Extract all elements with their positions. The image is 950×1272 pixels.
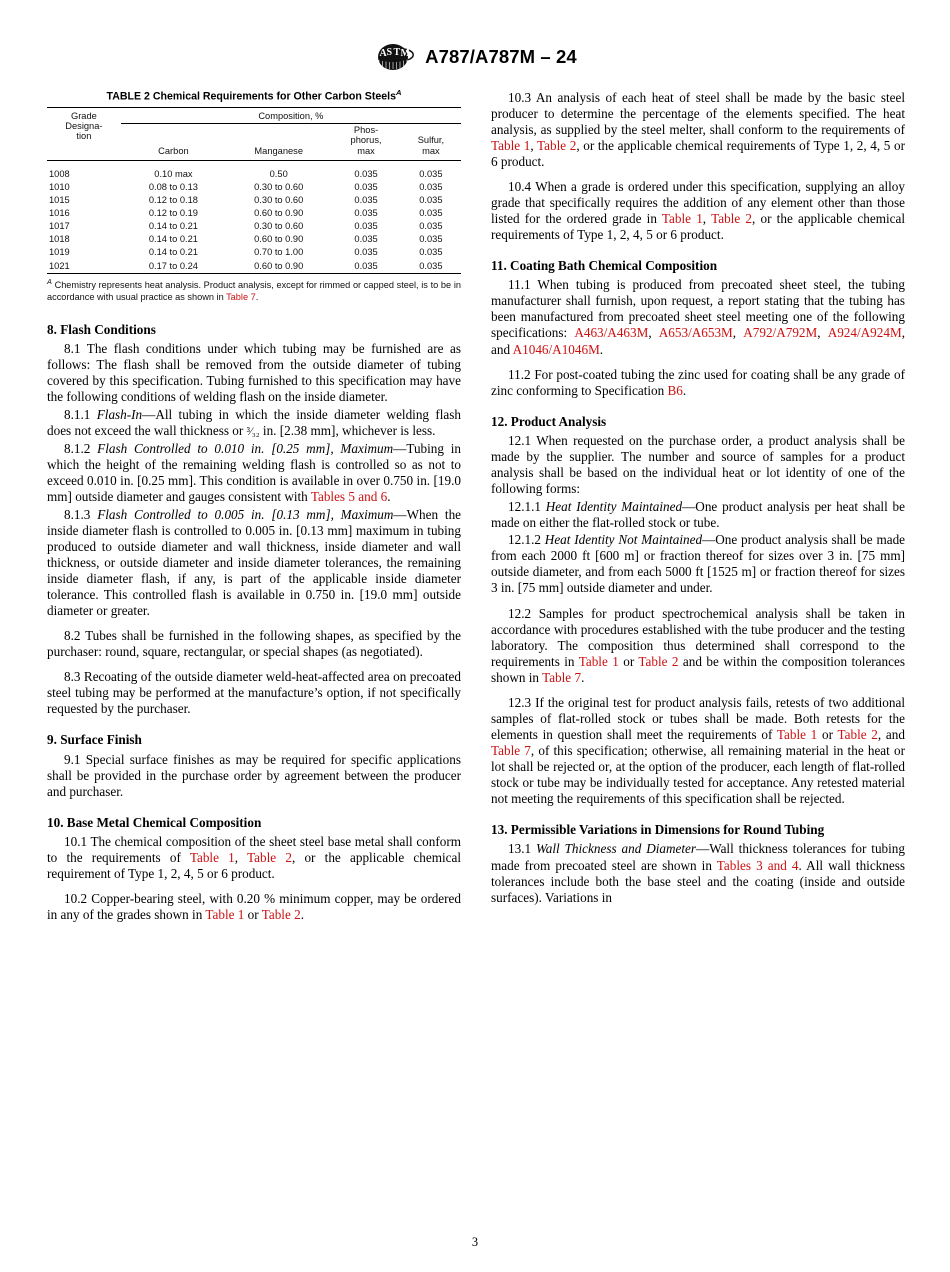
para-11-2-text-b: . (682, 382, 687, 398)
table2-cell-manganese: 0.50 (269, 168, 288, 179)
table-row (47, 247, 461, 260)
para-11-1-ref-a792[interactable]: A792/A792M (743, 325, 818, 341)
grade-header-line2: Designa- (65, 120, 103, 131)
paragraph-12-2 (491, 597, 905, 686)
table2-cell-sulfur: 0.035 (419, 195, 443, 206)
para-10-4-ref-table2[interactable]: Table 2 (711, 210, 752, 226)
page-number: 3 (471, 1235, 479, 1249)
table2-cell-carbon: 0.08 to 0.13 (148, 182, 198, 193)
table-row (47, 234, 461, 247)
table2-col-manganese: Manganese (254, 145, 303, 156)
grade-header-line3: tion (76, 130, 92, 141)
para-8-1-1-tail: in. [2.38 mm], whichever is less. (259, 422, 436, 438)
table2-cell-manganese: 0.70 to 1.00 (254, 247, 304, 258)
table2-body (47, 160, 461, 273)
paragraph-8-1: 8.1 The flash conditions under which tubing may be furnished are as follows: The flash shall be removed from the outside diameter of tubing covered by this specification. Tubing furnished to this specification may have the following conditions of welding flash on the inside diameter. (47, 341, 461, 405)
para-10-4-ref-table1[interactable]: Table 1 (661, 210, 703, 226)
para-12-2-ref-table1[interactable]: Table 1 (578, 653, 619, 669)
para-12-1-2-number: 12.1.2 (508, 532, 545, 548)
table2-cell-carbon: 0.10 max (154, 168, 193, 179)
table-row (47, 260, 461, 274)
table2-col-sulfur (401, 124, 461, 160)
section-8-heading: 8. Flash Conditions (47, 321, 156, 337)
para-10-1-text-a: 10.1 The chemical composition of the sheet steel base metal shall conform to the requirements of (47, 834, 461, 866)
para-10-1-ref-table2[interactable]: Table 2 (247, 850, 292, 866)
para-12-2-text-d: . (581, 669, 585, 685)
paragraph-8-2: 8.2 Tubes shall be furnished in the following shapes, as specified by the purchaser: round, square, rectangular, or special shapes (as negotiated). (47, 627, 461, 659)
sulfur-line1: Sulfur, (417, 135, 445, 146)
paragraph-12-1: 12.1 When requested on the purchase order, a product analysis shall be made by the supplier. The number and source of samples for a product analysis shall be based on the individual heat or lot identity of one of the following forms: (491, 433, 905, 497)
table2-cell-manganese: 0.30 to 0.60 (254, 182, 304, 193)
svg-text:A: A (379, 48, 387, 59)
para-10-4-text-c: , or the applicable chemical requirements of Type 1, 2, 4, 5 or 6 product. (491, 210, 905, 242)
para-12-3-text-a: 12.3 If the original test for product analysis fails, retests of two additional samples of flat-rolled stock or tubes shall be made. Both retests for the elements in question shall meet the requirements of (491, 694, 905, 742)
table2-head (47, 107, 461, 160)
table2-cell-carbon: 0.14 to 0.21 (148, 221, 198, 232)
para-10-3-ref-table2[interactable]: Table 2 (537, 137, 577, 153)
para-12-2-text-a: 12.2 Samples for product spectrochemical analysis shall be taken in accordance with procedures established with the tube producer and the testing laboratory. The composition thus determined shall correspond to the requirements in (491, 605, 905, 669)
para-12-1-1-text: —One product analysis per heat shall be made on either the flat-rolled stock or tube. (491, 498, 906, 530)
para-11-1-ref-a653[interactable]: A653/A653M (658, 325, 733, 341)
para-11-1-text-d: , (817, 325, 828, 341)
para-12-3-text-d: , of this specification; otherwise, all remaining material in the heat or lot shall be rejected or, at the option of the producer, each length of flat-rolled stock or tube may be individually tested for acceptance. Any retested material not meeting the requirements of this specification shall be rejected. (491, 742, 905, 806)
para-10-3-text-c: , or the applicable chemical requirements of Type 1, 2, 4, 5 or 6 product. (491, 137, 906, 169)
para-11-1-text-e: , and (491, 325, 905, 357)
table2-cell-grade: 1021 (49, 260, 70, 271)
paragraph-13-1 (491, 840, 905, 906)
paragraph-9-1: 9.1 Special surface finishes as may be required for specific applications shall be provided in the purchase order by agreement between the producer and purchaser. (47, 751, 461, 799)
paragraph-12-1-1 (491, 497, 905, 531)
para-8-1-3-number: 8.1.3 (64, 506, 98, 522)
table2-cell-phosphorus: 0.035 (354, 260, 378, 271)
table2-cell-grade: 1015 (49, 195, 70, 206)
para-12-1-1-term: Heat Identity Maintained (545, 498, 683, 514)
table2-grade-header-cell (47, 108, 121, 160)
para-13-1-term: Wall Thickness and Diameter (535, 841, 696, 857)
para-8-1-2-number: 8.1.2 (64, 440, 98, 456)
table-row (47, 181, 461, 194)
paragraph-8-1-3 (47, 505, 461, 619)
phosphorus-line1: Phos- (353, 124, 379, 135)
para-12-1-2-text: —One product analysis shall be made from each 2000 ft [600 m] or fraction thereof for sizes over 3 in. [75 mm] outside diameter, and from each 5000 ft [1525 m] or fraction thereof for sizes 3 in. [75 mm] outside diameter and under. (491, 532, 906, 596)
table2-cell-manganese: 0.30 to 0.60 (254, 221, 304, 232)
table2-cell-manganese: 0.60 to 0.90 (254, 234, 304, 245)
astm-logo (373, 42, 415, 72)
sulfur-line2: max (422, 145, 440, 156)
table2-cell-phosphorus: 0.035 (354, 182, 378, 193)
para-10-4-text-b: , (702, 210, 712, 226)
para-10-2-ref-table1[interactable]: Table 1 (205, 907, 245, 923)
para-12-2-text-c: and be within the composition tolerances shown in (491, 653, 905, 685)
para-11-1-text-c: , (732, 325, 744, 341)
para-8-1-2-term: Flash Controlled to 0.010 in. [0.25 mm], Maximum (97, 440, 394, 456)
para-12-1-2-term: Heat Identity Not Maintained (544, 532, 703, 548)
section-10-heading: 10. Base Metal Chemical Composition (47, 814, 262, 830)
table-row (47, 208, 461, 221)
table-row (47, 195, 461, 208)
para-10-2-text-a: 10.2 Copper-bearing steel, with 0.20 % minimum copper, may be ordered in any of the grades shown in (47, 891, 461, 923)
para-13-1-number: 13.1 (508, 841, 536, 857)
table2-cell-grade: 1018 (49, 234, 70, 245)
table2-cell-carbon: 0.17 to 0.24 (148, 260, 198, 271)
table2-footnote-text-1: Chemistry represents heat analysis. Product analysis, except for rimmed or capped steel, is to be in accordance with usual practice as shown in (47, 280, 461, 302)
paragraph-8-1-1 (47, 405, 461, 439)
table2-title-text: TABLE 2 Chemical Requirements for Other Carbon Steels (106, 90, 396, 103)
table2-footnote (47, 274, 461, 304)
table2-cell-phosphorus: 0.035 (354, 247, 378, 258)
para-13-1-text-b: . All wall thickness tolerances include both the base steel and the coating (inside and outside surfaces). Variations in (491, 857, 905, 905)
table2-cell-sulfur: 0.035 (419, 168, 443, 179)
svg-text:M: M (400, 48, 411, 59)
paragraph-10-1 (47, 833, 461, 883)
para-8-1-2-text: —Tubing in which the height of the remaining welding flash is controlled so as not to exceed 0.010 in. [0.25 mm]. This condition is available in over 0.750 in. [19.0 mm] outside diameter and gauges consistent with (47, 440, 462, 505)
table2-footnote-ref-table7[interactable]: Table 7 (226, 291, 256, 302)
para-8-1-3-term: Flash Controlled to 0.005 in. [0.13 mm], Maximum (97, 506, 394, 522)
para-10-1-text-b: , (234, 850, 248, 866)
paragraph-8-3: 8.3 Recoating of the outside diameter weld-heat-affected area on precoated steel tubing may be performed at the manufacture’s option, if not specifically requested by the purchaser. (47, 668, 461, 716)
table2-cell-phosphorus: 0.035 (354, 168, 378, 179)
paragraph-10-4 (491, 170, 905, 243)
para-11-2-text-a: 11.2 For post-coated tubing the zinc used for coating shall be any grade of zinc conforming to Specification (491, 366, 905, 398)
table2-cell-sulfur: 0.035 (419, 221, 443, 232)
section-9-heading: 9. Surface Finish (47, 731, 142, 747)
para-8-1-1-term: Flash-In (96, 406, 143, 422)
para-10-4-text-a: 10.4 When a grade is ordered under this specification, supplying an alloy grade that specifically requires the addition of any element other than those listed for the ordered grade in (491, 178, 905, 226)
table2-cell-phosphorus: 0.035 (354, 195, 378, 206)
para-11-2-ref-b6[interactable]: B6 (667, 382, 683, 398)
para-8-1-1-fraction: ³⁄₃₂ (246, 425, 260, 438)
table2-cell-grade: 1017 (49, 221, 70, 232)
table2-cell-manganese: 0.60 to 0.90 (254, 208, 304, 219)
table2-cell-grade: 1010 (49, 182, 70, 193)
right-column (491, 88, 905, 923)
table2-title (47, 88, 461, 107)
table2-cell-phosphorus: 0.035 (354, 234, 378, 245)
table2-cell-carbon: 0.14 to 0.21 (148, 247, 198, 258)
table-row (47, 160, 461, 181)
table2-composition-group-label: Composition, % (258, 110, 324, 121)
para-12-1-1-number: 12.1.1 (508, 498, 546, 514)
grade-header-line1: Grade (70, 110, 97, 121)
phosphorus-line2: phorus, (350, 135, 382, 146)
table2-cell-carbon: 0.12 to 0.19 (148, 208, 198, 219)
table2-footnote-marker: A (47, 277, 52, 287)
table2-cell-sulfur: 0.035 (419, 247, 443, 258)
para-12-3-ref-table7[interactable]: Table 7 (491, 742, 531, 758)
para-8-1-1-text: —All tubing in which the inside diameter welding flash does not exceed the wall thickness or (47, 406, 462, 438)
para-10-3-text-a: 10.3 An analysis of each heat of steel shall be made by the basic steel producer to determine the percentage of the elements specified. The heat analysis, as supplied by the steel melter, shall conform to the requirements of (491, 89, 905, 137)
para-12-3-ref-table1[interactable]: Table 1 (776, 726, 818, 742)
para-10-2-text-c: . (300, 907, 304, 923)
table2-cell-carbon: 0.12 to 0.18 (148, 195, 198, 206)
para-10-1-text-c: , or the applicable chemical requirement of Type 1, 2, 4, 5 or 6 product. (47, 850, 461, 882)
table2-chemical-requirements (47, 107, 461, 274)
document-header-title: A787/A787M – 24 (425, 46, 577, 67)
para-11-1-text-f: . (599, 341, 604, 357)
table2-cell-grade: 1016 (49, 208, 70, 219)
table2-cell-grade: 1008 (49, 168, 70, 179)
table2-title-footnote-marker: A (395, 88, 402, 97)
table2-cell-sulfur: 0.035 (419, 260, 443, 271)
paragraph-11-1 (491, 276, 905, 358)
para-10-2-text-b: or (244, 907, 262, 923)
para-12-2-text-b: or (618, 653, 639, 669)
svg-text:T: T (393, 47, 401, 58)
para-10-3-text-b: , (530, 137, 538, 153)
table2-col-carbon: Carbon (158, 145, 189, 156)
paragraph-10-2 (47, 882, 461, 923)
left-column (47, 88, 461, 923)
table2-cell-carbon: 0.14 to 0.21 (148, 234, 198, 245)
para-11-1-ref-a924[interactable]: A924/A924M (827, 325, 902, 341)
para-8-1-2-tail: . (387, 489, 391, 505)
section-13-heading: 13. Permissible Variations in Dimensions for Round Tubing (491, 821, 825, 837)
table2-footnote-text-2: . (255, 291, 259, 302)
table2-col-phosphorus (331, 124, 400, 160)
table2-cell-sulfur: 0.035 (419, 208, 443, 219)
para-12-3-text-b: or (817, 726, 838, 742)
paragraph-11-2 (491, 358, 905, 399)
para-11-1-ref-a1046[interactable]: A1046/A1046M (512, 341, 600, 357)
table2-cell-grade: 1019 (49, 247, 70, 258)
para-8-1-1-number: 8.1.1 (64, 406, 97, 422)
para-10-3-ref-table1[interactable]: Table 1 (491, 137, 531, 153)
two-column-layout (47, 88, 905, 923)
table2-cell-phosphorus: 0.035 (354, 208, 378, 219)
para-12-3-ref-table2[interactable]: Table 2 (837, 726, 878, 742)
table2-cell-phosphorus: 0.035 (354, 221, 378, 232)
table2-cell-manganese: 0.60 to 0.90 (254, 260, 304, 271)
phosphorus-line3: max (357, 145, 375, 156)
svg-text:S: S (386, 47, 393, 58)
section-12-heading: 12. Product Analysis (491, 413, 607, 429)
para-11-1-ref-a463[interactable]: A463/A463M (574, 325, 649, 341)
para-8-1-3-text: —When the inside diameter flash is controlled to 0.005 in. [0.13 mm] maximum in tubing produced to outside diameter and wall thickness, inside diameter and wall thickness, or outside diameter and inside diameter tolerances, the remaining inside diameter flash, if any, is part of the applicable inside diameter tolerance. This controlled flash is available in 0.750 in. [19.0 mm] outside diameter or greater. (47, 506, 462, 618)
para-11-1-text-b: , (648, 325, 659, 341)
table2-group-header-row (47, 108, 461, 124)
paragraph-12-1-2 (491, 531, 905, 597)
para-8-1-2-ref-tables-5-6[interactable]: Tables 5 and 6 (310, 489, 388, 505)
para-13-1-text-a: —Wall thickness tolerances for tubing made from precoated steel are shown in (491, 841, 905, 873)
table2-cell-manganese: 0.30 to 0.60 (254, 195, 304, 206)
section-11-heading: 11. Coating Bath Chemical Composition (491, 257, 718, 273)
paragraph-12-3 (491, 686, 905, 807)
table2-cell-sulfur: 0.035 (419, 182, 443, 193)
para-12-3-text-c: , and (877, 726, 905, 742)
table2-cell-sulfur: 0.035 (419, 234, 443, 245)
para-10-2-ref-table2[interactable]: Table 2 (261, 907, 301, 923)
para-11-1-text-a: 11.1 When tubing is produced from precoated sheet steel, the tubing manufacturer shall furnish, upon request, a report stating that the tubing has been manufactured from precoated sheet steel meeting one of the following specifications: (491, 277, 905, 341)
para-13-1-ref-tables-3-4[interactable]: Tables 3 and 4 (716, 857, 799, 873)
para-10-1-ref-table1[interactable]: Table 1 (189, 850, 235, 866)
para-12-2-ref-table2[interactable]: Table 2 (638, 653, 679, 669)
table-row (47, 221, 461, 234)
para-12-2-ref-table7[interactable]: Table 7 (542, 669, 582, 685)
paragraph-8-1-2 (47, 439, 461, 505)
page-header (0, 42, 950, 72)
paragraph-10-3 (491, 88, 905, 170)
